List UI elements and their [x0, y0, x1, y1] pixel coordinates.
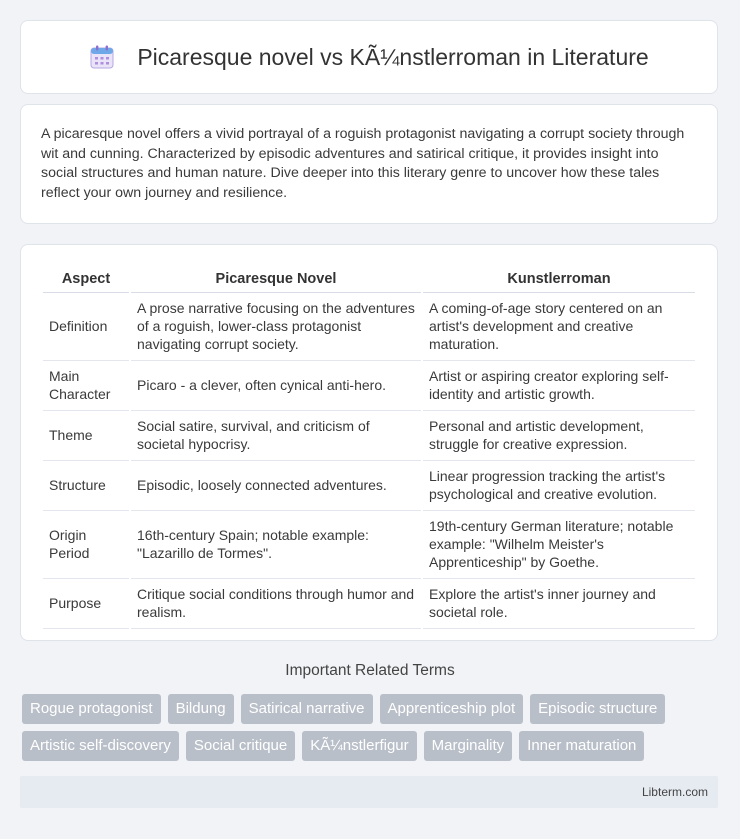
related-terms-list: [22, 694, 722, 761]
table-row: [43, 361, 695, 411]
related-term-tag[interactable]: Rogue protagonist: [22, 694, 161, 724]
row-aspect: Main Character: [43, 361, 129, 411]
row-kunstlerroman: Personal and artistic development, struggle for creative expression.: [423, 411, 695, 461]
table-row: [43, 293, 695, 361]
row-picaresque: 16th-century Spain; notable example: "Lazarillo de Tormes".: [131, 511, 421, 579]
row-picaresque: A prose narrative focusing on the adventures of a roguish, lower-class protagonist navigating corrupt society.: [131, 293, 421, 361]
row-aspect: Origin Period: [43, 511, 129, 579]
related-term-tag[interactable]: Bildung: [168, 694, 234, 724]
page-title: Picaresque novel vs KÃ¼nstlerroman in Literature: [137, 43, 649, 70]
header-kunstlerroman: Kunstlerroman: [423, 265, 695, 293]
related-term-tag[interactable]: Marginality: [424, 731, 513, 761]
row-aspect: Purpose: [43, 579, 129, 629]
row-aspect: Definition: [43, 293, 129, 361]
related-term-tag[interactable]: Apprenticeship plot: [380, 694, 524, 724]
related-terms-title: Important Related Terms: [285, 662, 455, 679]
calendar-icon: [89, 44, 115, 70]
comparison-table: [41, 265, 697, 629]
header-card: [20, 20, 718, 94]
row-picaresque: Social satire, survival, and criticism of societal hypocrisy.: [131, 411, 421, 461]
header-picaresque: Picaresque Novel: [131, 265, 421, 293]
row-kunstlerroman: Linear progression tracking the artist's psychological and creative evolution.: [423, 461, 695, 511]
intro-card: [20, 104, 718, 224]
related-term-tag[interactable]: Satirical narrative: [241, 694, 373, 724]
footer: [20, 776, 718, 808]
row-kunstlerroman: 19th-century German literature; notable example: "Wilhelm Meister's Apprenticeship" by Goethe.: [423, 511, 695, 579]
comparison-card: [20, 244, 718, 641]
row-kunstlerroman: A coming-of-age story centered on an artist's development and creative maturation.: [423, 293, 695, 361]
table-row: [43, 511, 695, 579]
related-term-tag[interactable]: KÃ¼nstlerfigur: [302, 731, 416, 761]
table-header-row: [43, 265, 695, 293]
related-term-tag[interactable]: Episodic structure: [530, 694, 665, 724]
header-aspect: Aspect: [43, 265, 129, 293]
row-kunstlerroman: Explore the artist's inner journey and societal role.: [423, 579, 695, 629]
intro-text: A picaresque novel offers a vivid portrayal of a roguish protagonist navigating a corrupt society through wit and cunning. Characterized by episodic adventures and satirical critique, it provides insight into social structures and human nature. Dive deeper into this literary genre to uncover how these tales reflect your own journey and resilience.: [41, 126, 685, 201]
row-picaresque: Critique social conditions through humor and realism.: [131, 579, 421, 629]
row-aspect: Structure: [43, 461, 129, 511]
table-row: [43, 461, 695, 511]
table-row: [43, 579, 695, 629]
row-aspect: Theme: [43, 411, 129, 461]
footer-site-link[interactable]: Libterm.com: [641, 785, 708, 799]
row-picaresque: Episodic, loosely connected adventures.: [131, 461, 421, 511]
related-term-tag[interactable]: Artistic self-discovery: [22, 731, 179, 761]
row-kunstlerroman: Artist or aspiring creator exploring self-identity and artistic growth.: [423, 361, 695, 411]
related-term-tag[interactable]: Inner maturation: [519, 731, 644, 761]
related-term-tag[interactable]: Social critique: [186, 731, 295, 761]
table-row: [43, 411, 695, 461]
row-picaresque: Picaro - a clever, often cynical anti-hero.: [131, 361, 421, 411]
